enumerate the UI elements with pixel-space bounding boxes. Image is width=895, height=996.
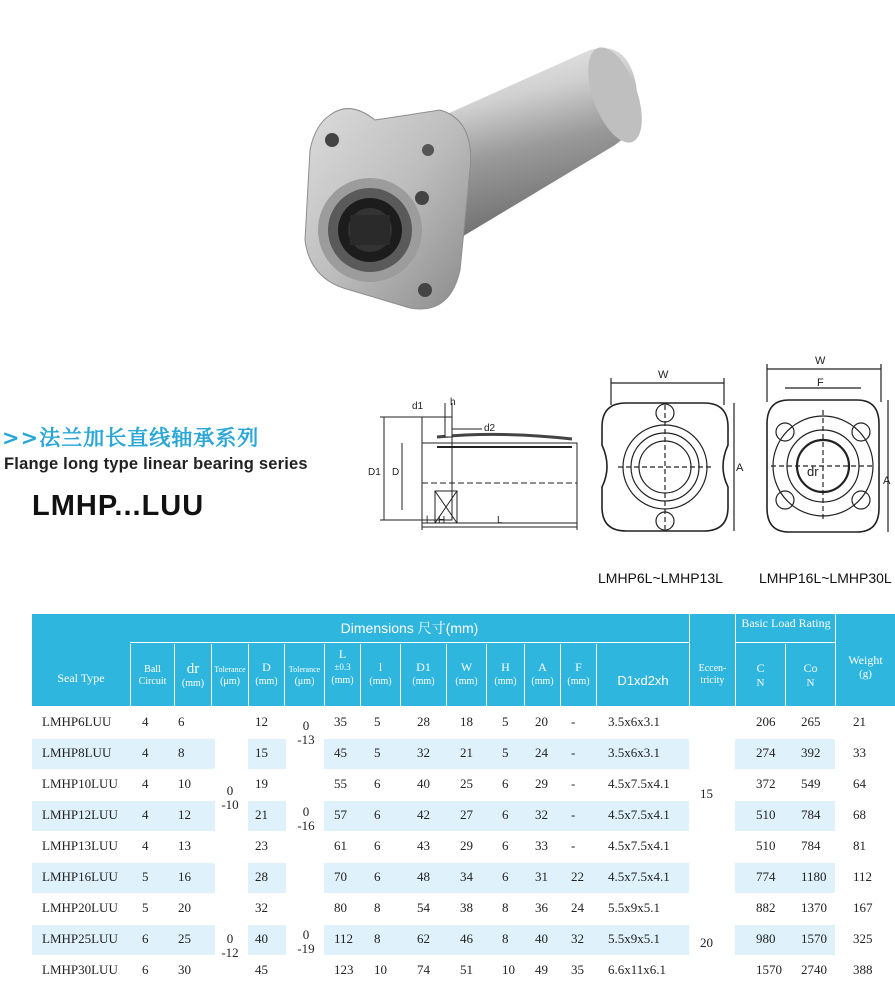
table-cell-C: 274	[756, 745, 776, 760]
col-Co: Co	[803, 661, 818, 675]
table-cell-wt: 68	[853, 807, 866, 822]
table-cell-Co: 1370	[801, 900, 827, 915]
table-cell-hole: 4.5x7.5x4.1	[608, 807, 670, 822]
table-cell-H: 5	[502, 745, 509, 760]
col-l-unit: (mm)	[369, 676, 392, 687]
label-L: L	[497, 515, 503, 526]
col-eccentricity: Eccen-tricity	[698, 663, 727, 686]
tolerance-D-group-1: 0 -13	[297, 718, 315, 747]
table-cell-F: -	[571, 838, 576, 853]
col-A-unit: (mm)	[531, 676, 554, 687]
table-cell-dr: 6	[178, 714, 185, 729]
table-cell-W: 34	[460, 869, 473, 884]
table-cell-H: 8	[502, 931, 509, 946]
table-cell-l: 6	[374, 807, 381, 822]
label-H: H	[438, 515, 446, 526]
col-d1xd2xh: D1xd2xh	[617, 673, 669, 688]
table-cell-A: 33	[535, 838, 548, 853]
table-cell-D1: 48	[417, 869, 430, 884]
table-cell-H: 10	[502, 962, 515, 977]
table-cell-hole: 6.6x11x6.1	[608, 962, 667, 977]
table-cell-D: 23	[255, 838, 268, 853]
table-cell-W: 18	[460, 714, 473, 729]
label-A-small: A	[736, 462, 744, 474]
table-cell-L: 112	[334, 931, 354, 946]
table-cell-dr: 10	[178, 776, 191, 791]
table-cell-Co: 784	[801, 807, 821, 822]
table-cell-seal: LMHP6LUU	[42, 714, 112, 729]
table-cell-L: 55	[334, 776, 347, 791]
label-D: D	[392, 467, 400, 478]
table-cell-H: 6	[502, 838, 509, 853]
table-cell-A: 36	[535, 900, 548, 915]
table-cell-A: 31	[535, 869, 548, 884]
col-l: l	[378, 660, 383, 674]
table-cell-L: 123	[334, 962, 354, 977]
table-cell-D1: 74	[417, 962, 430, 977]
table-cell-H: 8	[502, 900, 509, 915]
col-D1-unit: (mm)	[412, 676, 435, 687]
table-cell-ball: 6	[142, 962, 149, 977]
col-tolerance-2: Tolerance	[288, 665, 321, 674]
table-cell-seal: LMHP13LUU	[42, 838, 118, 853]
table-cell-l: 10	[374, 962, 387, 977]
front-drawing-large	[755, 352, 895, 547]
table-cell-F: -	[571, 714, 576, 729]
table-cell-ball: 4	[142, 745, 149, 760]
table-cell-l: 8	[374, 900, 381, 915]
table-cell-Co: 392	[801, 745, 821, 760]
col-L-unit: (mm)	[331, 675, 354, 686]
table-cell-dr: 12	[178, 807, 191, 822]
table-cell-A: 40	[535, 931, 548, 946]
table-cell-A: 32	[535, 807, 548, 822]
caption-small-series: LMHP6L~LMHP13L	[598, 570, 723, 586]
table-cell-D: 28	[255, 869, 268, 884]
table-cell-wt: 388	[853, 962, 873, 977]
table-cell-wt: 167	[853, 900, 873, 915]
label-dr-large: dr	[807, 464, 819, 479]
col-D-unit: (mm)	[255, 676, 278, 687]
table-cell-D: 45	[255, 962, 268, 977]
table-cell-wt: 112	[853, 869, 873, 884]
table-cell-seal: LMHP12LUU	[42, 807, 118, 822]
model-series-label: LMHP...LUU	[32, 490, 205, 522]
table-cell-W: 21	[460, 745, 473, 760]
table-cell-D1: 32	[417, 745, 430, 760]
table-cell-C: 774	[756, 869, 776, 884]
col-F-unit: (mm)	[567, 676, 590, 687]
col-weight-unit: (g)	[859, 668, 872, 680]
table-cell-C: 882	[756, 900, 776, 915]
col-F: F	[575, 660, 582, 674]
table-cell-A: 49	[535, 962, 548, 977]
table-cell-hole: 4.5x7.5x4.1	[608, 838, 670, 853]
table-cell-A: 29	[535, 776, 548, 791]
col-weight: Weight	[848, 653, 883, 667]
table-cell-hole: 5.5x9x5.1	[608, 900, 660, 915]
table-cell-C: 1570	[756, 962, 782, 977]
label-F-large: F	[817, 377, 824, 389]
table-cell-D: 21	[255, 807, 268, 822]
table-cell-L: 70	[334, 869, 347, 884]
table-cell-seal: LMHP16LUU	[42, 869, 118, 884]
table-cell-L: 61	[334, 838, 347, 853]
table-cell-D1: 62	[417, 931, 430, 946]
table-cell-D: 12	[255, 714, 268, 729]
table-cell-W: 29	[460, 838, 473, 853]
label-l: l	[426, 515, 429, 526]
table-cell-ball: 4	[142, 776, 149, 791]
table-cell-seal: LMHP30LUU	[42, 962, 118, 977]
series-title-english: Flange long type linear bearing series	[4, 455, 308, 473]
table-cell-H: 6	[502, 776, 509, 791]
col-dr: dr	[186, 661, 200, 677]
table-cell-F: 35	[571, 962, 584, 977]
series-title-chinese: >>法兰加长直线轴承系列	[2, 426, 260, 450]
table-cell-F: -	[571, 776, 576, 791]
table-cell-W: 25	[460, 776, 473, 791]
table-cell-ball: 4	[142, 807, 149, 822]
label-h: h	[450, 397, 456, 408]
table-cell-H: 6	[502, 869, 509, 884]
caption-large-series: LMHP16L~LMHP30L	[759, 570, 892, 586]
col-D1: D1	[416, 660, 431, 674]
col-H-unit: (mm)	[494, 676, 517, 687]
table-cell-D1: 28	[417, 714, 430, 729]
col-C-unit: N	[756, 677, 765, 689]
table-cell-hole: 5.5x9x5.1	[608, 931, 660, 946]
table-cell-wt: 81	[853, 838, 866, 853]
side-section-drawing	[362, 395, 590, 530]
table-cell-D1: 42	[417, 807, 430, 822]
table-cell-D: 15	[255, 745, 268, 760]
table-cell-Co: 549	[801, 776, 821, 791]
table-cell-dr: 30	[178, 962, 191, 977]
eccentricity-group-1: 15	[700, 786, 713, 801]
col-L-tolerance: ±0.3	[334, 662, 351, 672]
table-cell-W: 38	[460, 900, 473, 915]
table-cell-C: 206	[756, 714, 776, 729]
table-cell-D: 40	[255, 931, 268, 946]
col-tolerance-1: Tolerance	[214, 665, 246, 674]
table-cell-dr: 20	[178, 900, 191, 915]
col-H: H	[501, 660, 510, 674]
table-cell-H: 6	[502, 807, 509, 822]
table-cell-D: 32	[255, 900, 268, 915]
table-cell-Co: 265	[801, 714, 821, 729]
col-dr-unit: (mm)	[181, 678, 205, 689]
col-L: L	[338, 647, 347, 661]
table-cell-ball: 5	[142, 900, 149, 915]
tolerance-dr-group-1: 0 -10	[221, 783, 239, 812]
table-cell-L: 35	[334, 714, 347, 729]
col-seal-type: Seal Type	[57, 671, 105, 685]
table-cell-dr: 8	[178, 745, 185, 760]
label-W-large: W	[815, 355, 826, 367]
table-cell-C: 980	[756, 931, 776, 946]
table-cell-F: -	[571, 745, 576, 760]
table-cell-W: 27	[460, 807, 473, 822]
table-cell-F: 22	[571, 869, 584, 884]
table-cell-Co: 2740	[801, 962, 827, 977]
col-ball-circuit: Ball Circuit	[138, 664, 167, 687]
table-cell-wt: 33	[853, 745, 866, 760]
table-cell-L: 80	[334, 900, 347, 915]
table-cell-A: 20	[535, 714, 548, 729]
table-cell-wt: 21	[853, 714, 866, 729]
table-cell-dr: 16	[178, 869, 191, 884]
table-cell-L: 45	[334, 745, 347, 760]
table-cell-D1: 40	[417, 776, 430, 791]
table-cell-Co: 784	[801, 838, 821, 853]
table-cell-wt: 64	[853, 776, 866, 791]
table-cell-D1: 54	[417, 900, 430, 915]
table-cell-ball: 4	[142, 714, 149, 729]
table-cell-H: 5	[502, 714, 509, 729]
table-cell-hole: 3.5x6x3.1	[608, 745, 660, 760]
col-W: W	[460, 660, 473, 674]
table-cell-seal: LMHP10LUU	[42, 776, 118, 791]
label-d2: d2	[484, 423, 496, 434]
col-W-unit: (mm)	[455, 676, 478, 687]
table-cell-W: 51	[460, 962, 473, 977]
table-cell-L: 57	[334, 807, 347, 822]
table-cell-C: 372	[756, 776, 776, 791]
table-cell-l: 8	[374, 931, 381, 946]
table-cell-dr: 13	[178, 838, 191, 853]
table-cell-seal: LMHP8LUU	[42, 745, 112, 760]
table-cell-seal: LMHP25LUU	[42, 931, 118, 946]
col-C: C	[756, 661, 765, 675]
table-cell-l: 6	[374, 838, 381, 853]
table-cell-hole: 3.5x6x3.1	[608, 714, 660, 729]
table-cell-Co: 1180	[801, 869, 827, 884]
table-cell-F: 24	[571, 900, 584, 915]
table-cell-seal: LMHP20LUU	[42, 900, 118, 915]
table-cell-D1: 43	[417, 838, 430, 853]
front-drawing-small	[596, 365, 744, 545]
table-cell-dr: 25	[178, 931, 191, 946]
label-d1: d1	[412, 401, 424, 412]
table-cell-l: 6	[374, 869, 381, 884]
table-cell-ball: 5	[142, 869, 149, 884]
table-cell-F: 32	[571, 931, 584, 946]
table-cell-hole: 4.5x7.5x4.1	[608, 869, 670, 884]
table-cell-wt: 325	[853, 931, 873, 946]
table-cell-W: 46	[460, 931, 473, 946]
basic-load-header: Basic Load Rating	[741, 616, 831, 630]
col-tolerance-1-unit: (μm)	[220, 676, 240, 687]
eccentricity-group-2: 20	[700, 935, 713, 950]
table-cell-ball: 4	[142, 838, 149, 853]
table-cell-A: 24	[535, 745, 548, 760]
col-D: D	[262, 660, 271, 674]
tolerance-D-group-2: 0 -16	[297, 804, 315, 833]
tolerance-D-group-3: 0 -19	[297, 927, 315, 956]
label-A-large: A	[883, 475, 891, 487]
table-cell-C: 510	[756, 807, 776, 822]
table-cell-Co: 1570	[801, 931, 827, 946]
table-cell-F: -	[571, 807, 576, 822]
table-cell-D: 19	[255, 776, 268, 791]
dimensions-header: Dimensions 尺寸(mm)	[340, 620, 479, 636]
bearing-product-photo	[290, 40, 650, 330]
label-D1: D1	[368, 467, 381, 478]
table-cell-ball: 6	[142, 931, 149, 946]
table-cell-C: 510	[756, 838, 776, 853]
tolerance-dr-group-2: 0 -12	[221, 931, 239, 960]
col-Co-unit: N	[806, 677, 815, 689]
label-W-small: W	[658, 369, 669, 381]
col-tolerance-2-unit: (μm)	[294, 676, 315, 687]
col-A: A	[538, 660, 547, 674]
table-cell-hole: 4.5x7.5x4.1	[608, 776, 670, 791]
table-cell-l: 5	[374, 714, 381, 729]
table-cell-l: 5	[374, 745, 381, 760]
table-cell-l: 6	[374, 776, 381, 791]
